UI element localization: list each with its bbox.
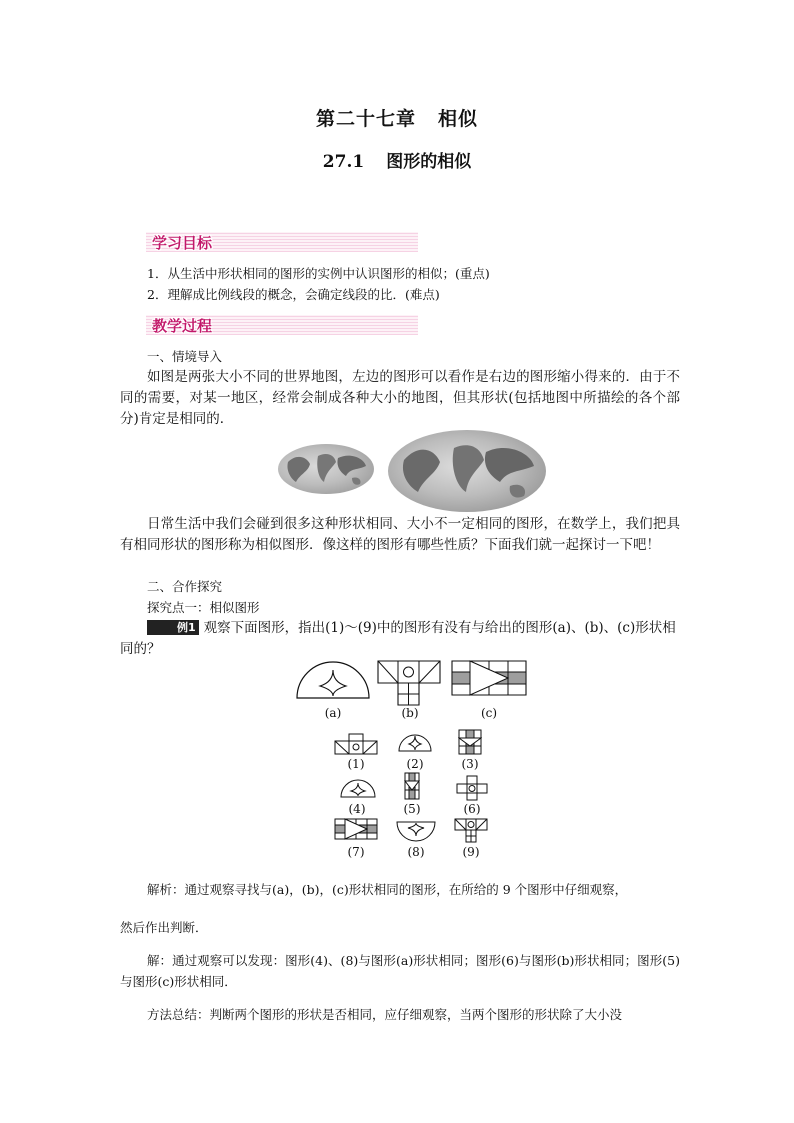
analysis-text-2: 然后作出判断． [120,920,208,935]
figure-9 [454,818,488,844]
solution-paragraph [120,950,680,994]
intro-paragraph: 如图是两张大小不同的世界地图，左边的图形可以看作是右边的图形缩小得来的．由于不同的需要，对某一地区，经常会制成各种大小的地图，但其形状(包括地图中所描绘的各个部分)肯定是相同的． [120,369,680,427]
followup-paragraph: 日常生活中我们会碰到很多这种形状相同、大小不一定相同的图形，在数学上，我们把具有相同形状的图形称为相似图形．像这样的图形有哪些性质？下面我们就一起探讨一下吧！ [120,516,680,553]
objectives-banner [146,232,418,252]
label-7: (7) [347,845,365,859]
chapter-subject: 相似 [438,108,479,130]
analysis-label: 解析： [147,882,185,897]
label-b: (b) [401,706,419,720]
solution-label: 解： [147,953,173,968]
objectives-header: 学习目标 [152,234,213,252]
label-1: (1) [347,757,365,771]
objective-item-1: 1．从生活中形状相同的图形的实例中认识图形的相似；(重点) [147,266,490,281]
label-4: (4) [348,802,366,816]
figure-c-rectangle [451,660,527,696]
analysis-text: 通过观察寻找与(a)，(b)，(c)形状相同的图形，在所给的 9 个图形中仔细观察， [184,882,628,897]
process-header: 教学过程 [152,317,213,335]
figure-1 [334,733,378,755]
figure-8 [396,820,436,842]
objective-item-2: 2．理解成比例线段的概念，会确定线段的比．(难点) [147,287,440,302]
label-2: (2) [406,757,424,771]
figure-b-t-shape [377,660,441,706]
method-label: 方法总结： [147,1007,210,1022]
part2-title: 二、合作探究 [147,579,223,594]
chapter-heading [0,104,794,131]
figure-4 [340,777,376,799]
figure-2 [398,731,432,753]
figure-6 [456,775,488,801]
section-title: 图形的相似 [386,152,472,172]
label-c: (c) [480,706,498,720]
solution-text: 通过观察可以发现：图形(4)、(8)与图形(a)形状相同；图形(6)与图形(b)形状相同；图形(5)与图形(c)形状相同． [120,953,680,989]
small-map-landmass [278,444,374,494]
point1-title: 探究点一：相似图形 [147,600,260,615]
process-banner [146,315,418,335]
small-world-map [278,444,374,494]
method-text: 判断两个图形的形状是否相同，应仔细观察，当两个图形的形状除了大小没 [209,1007,623,1022]
large-world-map [388,430,546,512]
example-1 [120,618,680,660]
label-3: (3) [461,757,479,771]
section-number: 27.1 [322,152,365,172]
figure-3 [458,729,482,755]
example-badge: 例1 [147,620,199,635]
figure-5 [404,772,420,800]
label-8: (8) [407,845,425,859]
method-summary [147,1004,687,1025]
figure-7 [334,818,378,840]
figure-a-semicircle [296,660,370,700]
label-5: (5) [403,802,421,816]
part1-title: 一、情境导入 [147,349,223,364]
label-9: (9) [462,845,480,859]
large-map-landmass [388,430,546,512]
section-heading [0,147,794,172]
label-6: (6) [463,802,481,816]
analysis-line [147,879,687,900]
chapter-number: 第二十七章 [315,108,416,130]
example-text: 观察下面图形，指出(1)～(9)中的图形有没有与给出的图形(a)、(b)、(c)形状相同的？ [120,620,676,657]
label-a: (a) [324,706,342,720]
